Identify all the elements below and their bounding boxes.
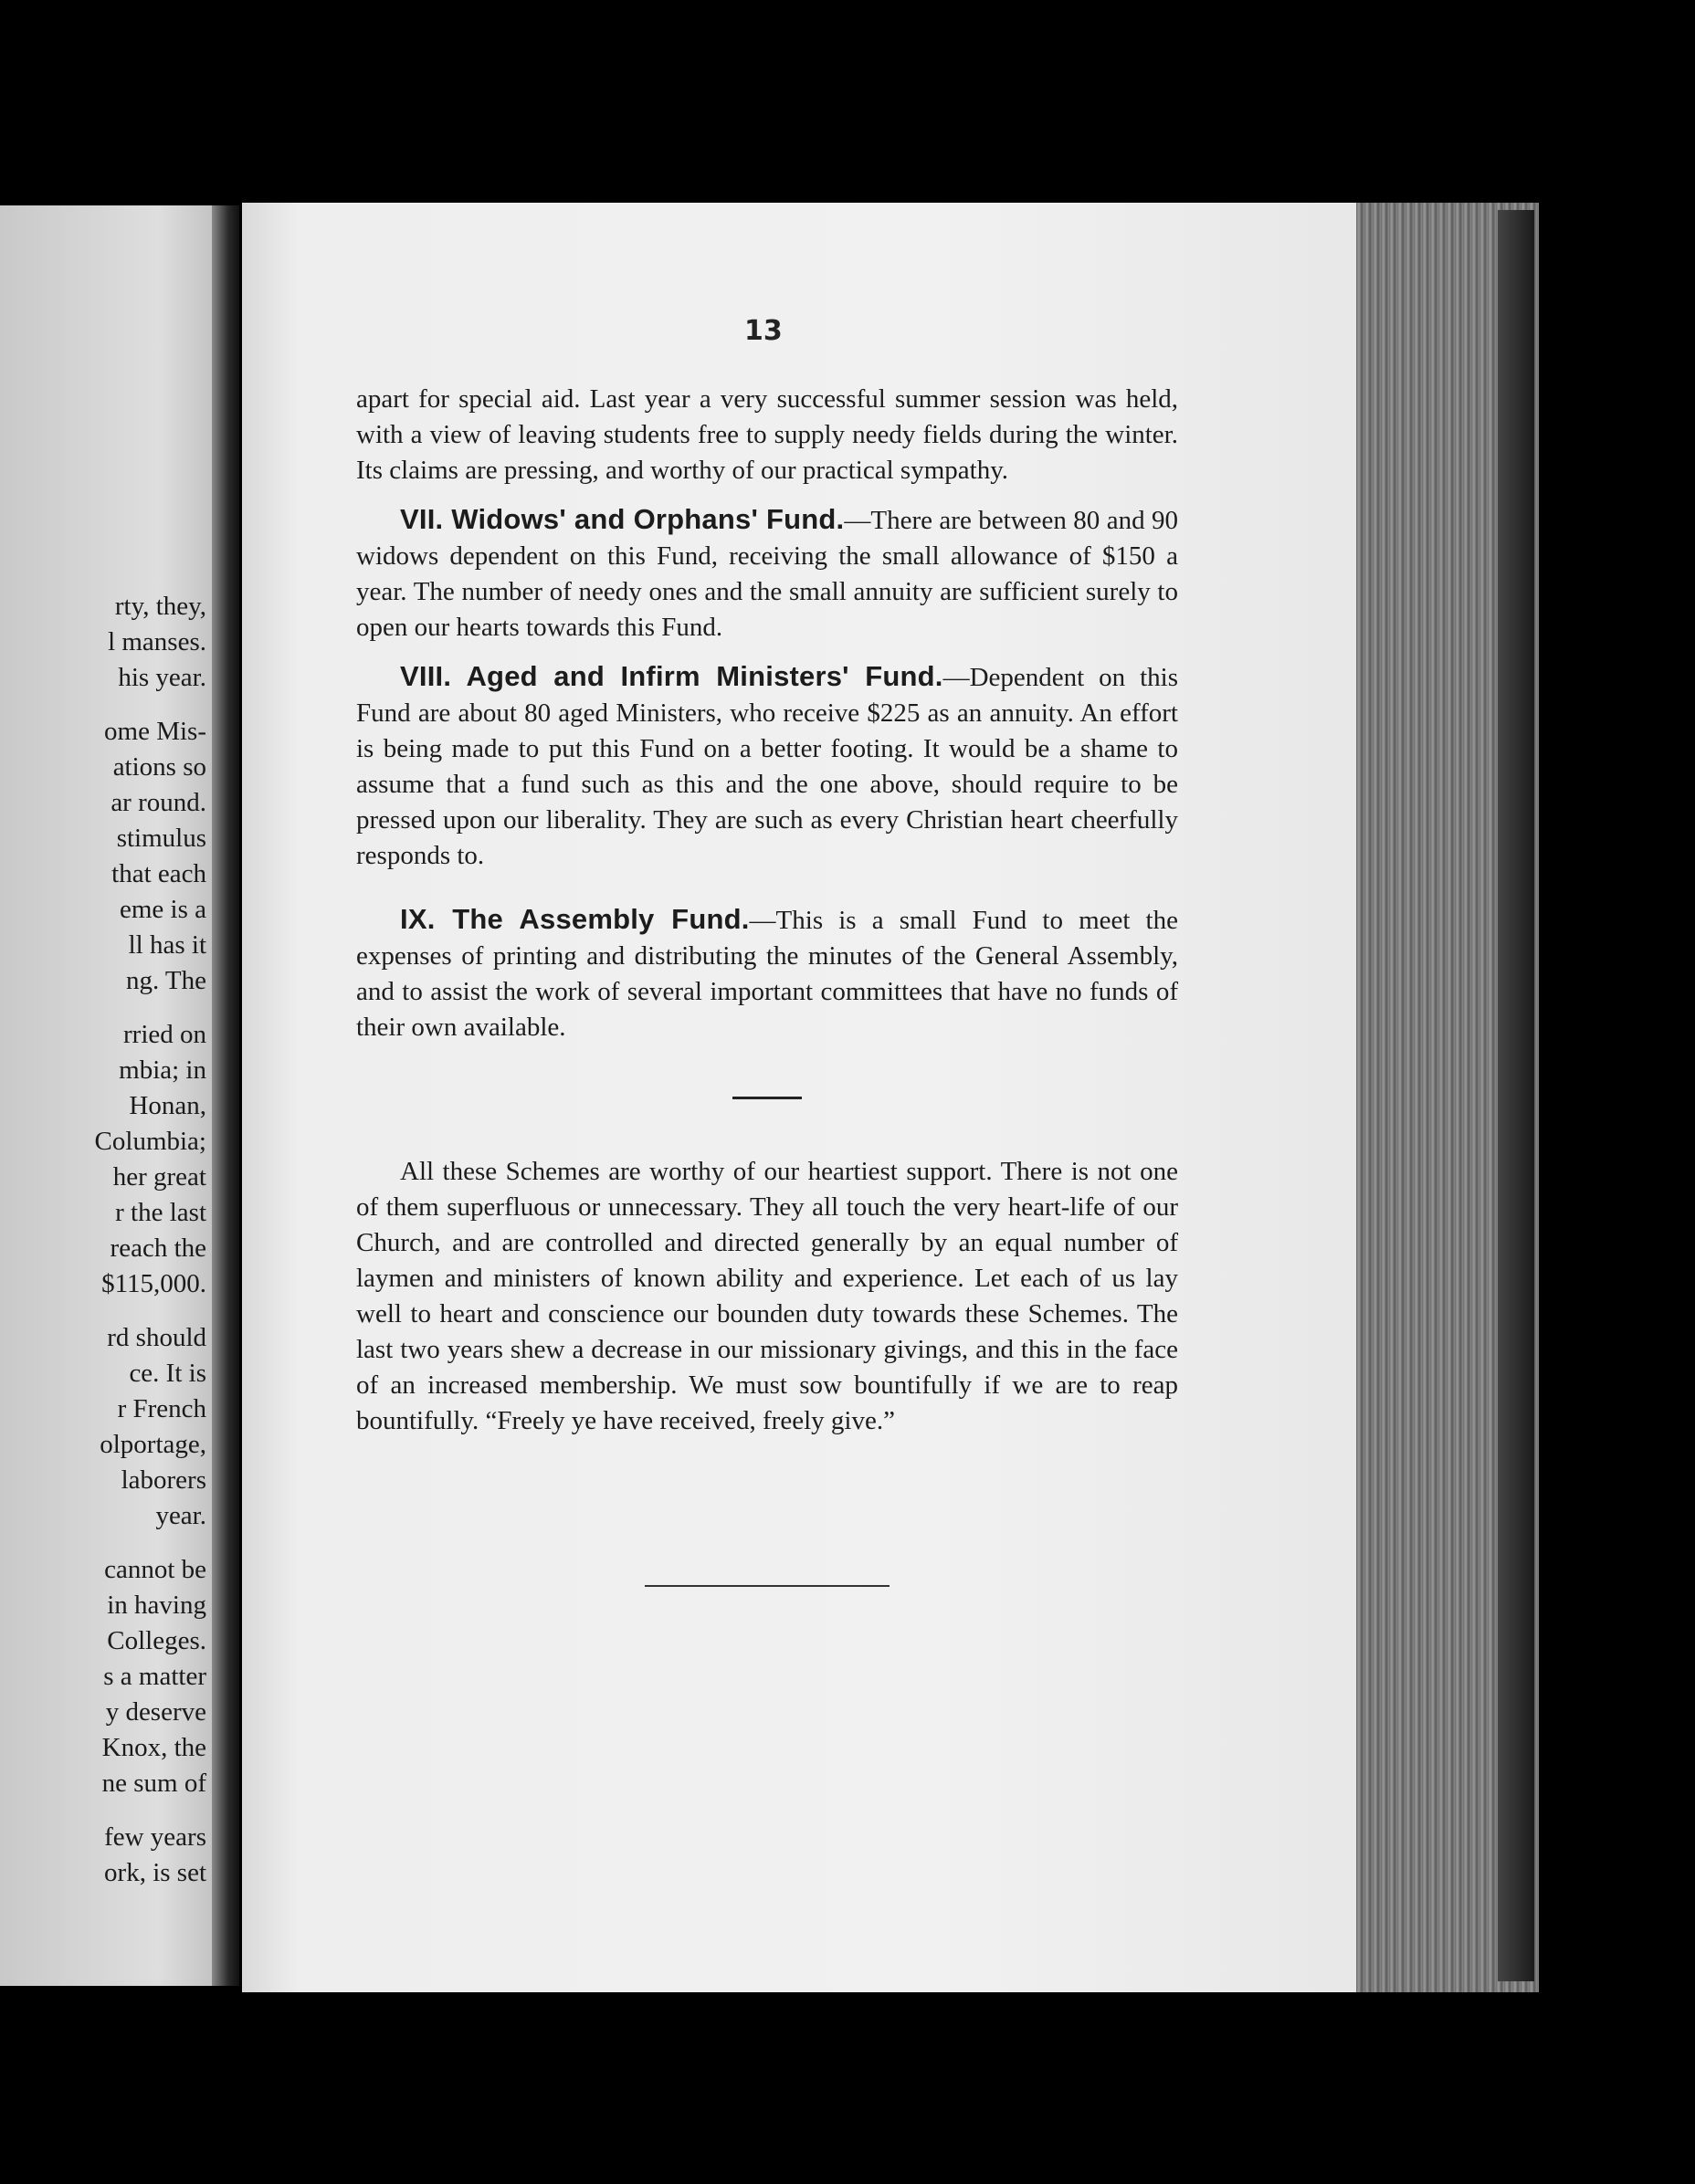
- left-page-line: laborers: [121, 1465, 206, 1495]
- left-page-line: ork, is set: [104, 1858, 206, 1887]
- left-page-line: olportage,: [100, 1430, 206, 1459]
- section-heading: VII. Widows' and Orphans' Fund.: [400, 503, 845, 535]
- closing-paragraph: All these Schemes are worthy of our heartiest support. There is not one of them superfluous or unnecessary. They all touch the very heart-life of our Church, and are controlled and directed generally by an equal number of laymen and ministers of known ability and experience. Let each of us lay well to heart and conscience our bounden duty towards these Schemes. The last two years shew a decrease in our missionary givings, and this in the face of an increased membership. We must sow bountifully if we are to reap bountifully. “Freely ye have received, freely give.”: [356, 1157, 1178, 1435]
- left-page-line: stimulus: [116, 824, 206, 853]
- left-page-line: ng. The: [125, 966, 206, 995]
- left-page-line: in having: [107, 1591, 206, 1620]
- left-page-line: r the last: [115, 1198, 206, 1227]
- left-page-line: l manses.: [108, 627, 206, 656]
- left-page-line: rd should: [107, 1323, 206, 1352]
- section-divider: [732, 1097, 802, 1099]
- section-heading: IX. The Assembly Fund.: [400, 903, 750, 935]
- section-heading: VIII. Aged and Infirm Ministers' Fund.: [400, 660, 943, 692]
- line-gap: [0, 1302, 206, 1320]
- left-page-line: cannot be: [104, 1555, 206, 1584]
- paragraph-text: apart for special aid. Last year a very successful summer session was held, with a view of leaving students free to supply needy fields during the winter. Its claims are pressing, and worthy of our practical sympathy.: [356, 384, 1178, 485]
- left-page-line: ations so: [112, 752, 206, 782]
- left-page-line: her great: [112, 1162, 206, 1192]
- left-page-line: y deserve: [105, 1697, 206, 1727]
- left-page-line: reach the: [110, 1234, 206, 1263]
- page-number: 13: [744, 315, 783, 347]
- line-gap: [0, 1801, 206, 1820]
- left-page-line: ome Mis-: [104, 717, 206, 746]
- paragraph-text: —There are between 80 and 90 widows dependent on this Fund, receiving the small allowance of $150 a year. The number of needy ones and the small annuity are sufficient surely to open our hearts towards this Fund.: [356, 506, 1178, 642]
- left-page-line: rried on: [123, 1020, 206, 1049]
- paragraph-text: —Dependent on this Fund are about 80 aged Ministers, who receive $225 as an annuity. An effort is being made to put this Fund on a better footing. It would be a shame to assume that a fund such as this and the one above, should require to be pressed upon our liberality. They are such as every Christian heart cheerfully responds to.: [356, 663, 1178, 870]
- book-cover-edge: [1498, 210, 1534, 1981]
- left-page-line: ce. It is: [129, 1359, 206, 1388]
- line-gap: [0, 1534, 206, 1552]
- left-page-line: ne sum of: [101, 1769, 206, 1798]
- left-page-line: ll has it: [128, 930, 206, 960]
- left-page: [0, 205, 226, 1986]
- left-page-line: rty, they,: [114, 592, 206, 621]
- line-gap: [0, 999, 206, 1017]
- left-page-line: few years: [104, 1822, 206, 1852]
- paragraph-text: —This is a small Fund to meet the expenses of printing and distributing the minutes of the General Assembly, and to assist the work of several important committees that have no funds of their own available.: [356, 906, 1178, 1042]
- left-page-text: [0, 589, 206, 1891]
- left-page-line: Columbia;: [94, 1127, 206, 1156]
- left-page-line: year.: [155, 1501, 206, 1530]
- book-gutter: [212, 205, 239, 1986]
- left-page-line: that each: [111, 859, 206, 888]
- page-content: [356, 382, 1178, 1587]
- paragraph-assembly-fund: [356, 901, 1178, 1045]
- left-page-line: Knox, the: [101, 1733, 206, 1762]
- left-page-line: his year.: [118, 663, 206, 692]
- left-page-line: Honan,: [129, 1091, 206, 1120]
- paragraph-ministers-fund: [356, 658, 1178, 874]
- line-gap: [0, 696, 206, 714]
- left-page-line: eme is a: [119, 895, 206, 924]
- left-page-line: mbia; in: [119, 1055, 206, 1085]
- left-page-line: $115,000.: [101, 1269, 206, 1298]
- left-page-line: s a matter: [103, 1662, 206, 1691]
- left-page-line: ar round.: [111, 788, 206, 817]
- end-rule: [645, 1585, 890, 1587]
- left-page-line: Colleges.: [107, 1626, 206, 1655]
- paragraph-widows-fund: [356, 501, 1178, 646]
- paragraph-continuation: [356, 382, 1178, 488]
- left-page-line: r French: [117, 1394, 206, 1423]
